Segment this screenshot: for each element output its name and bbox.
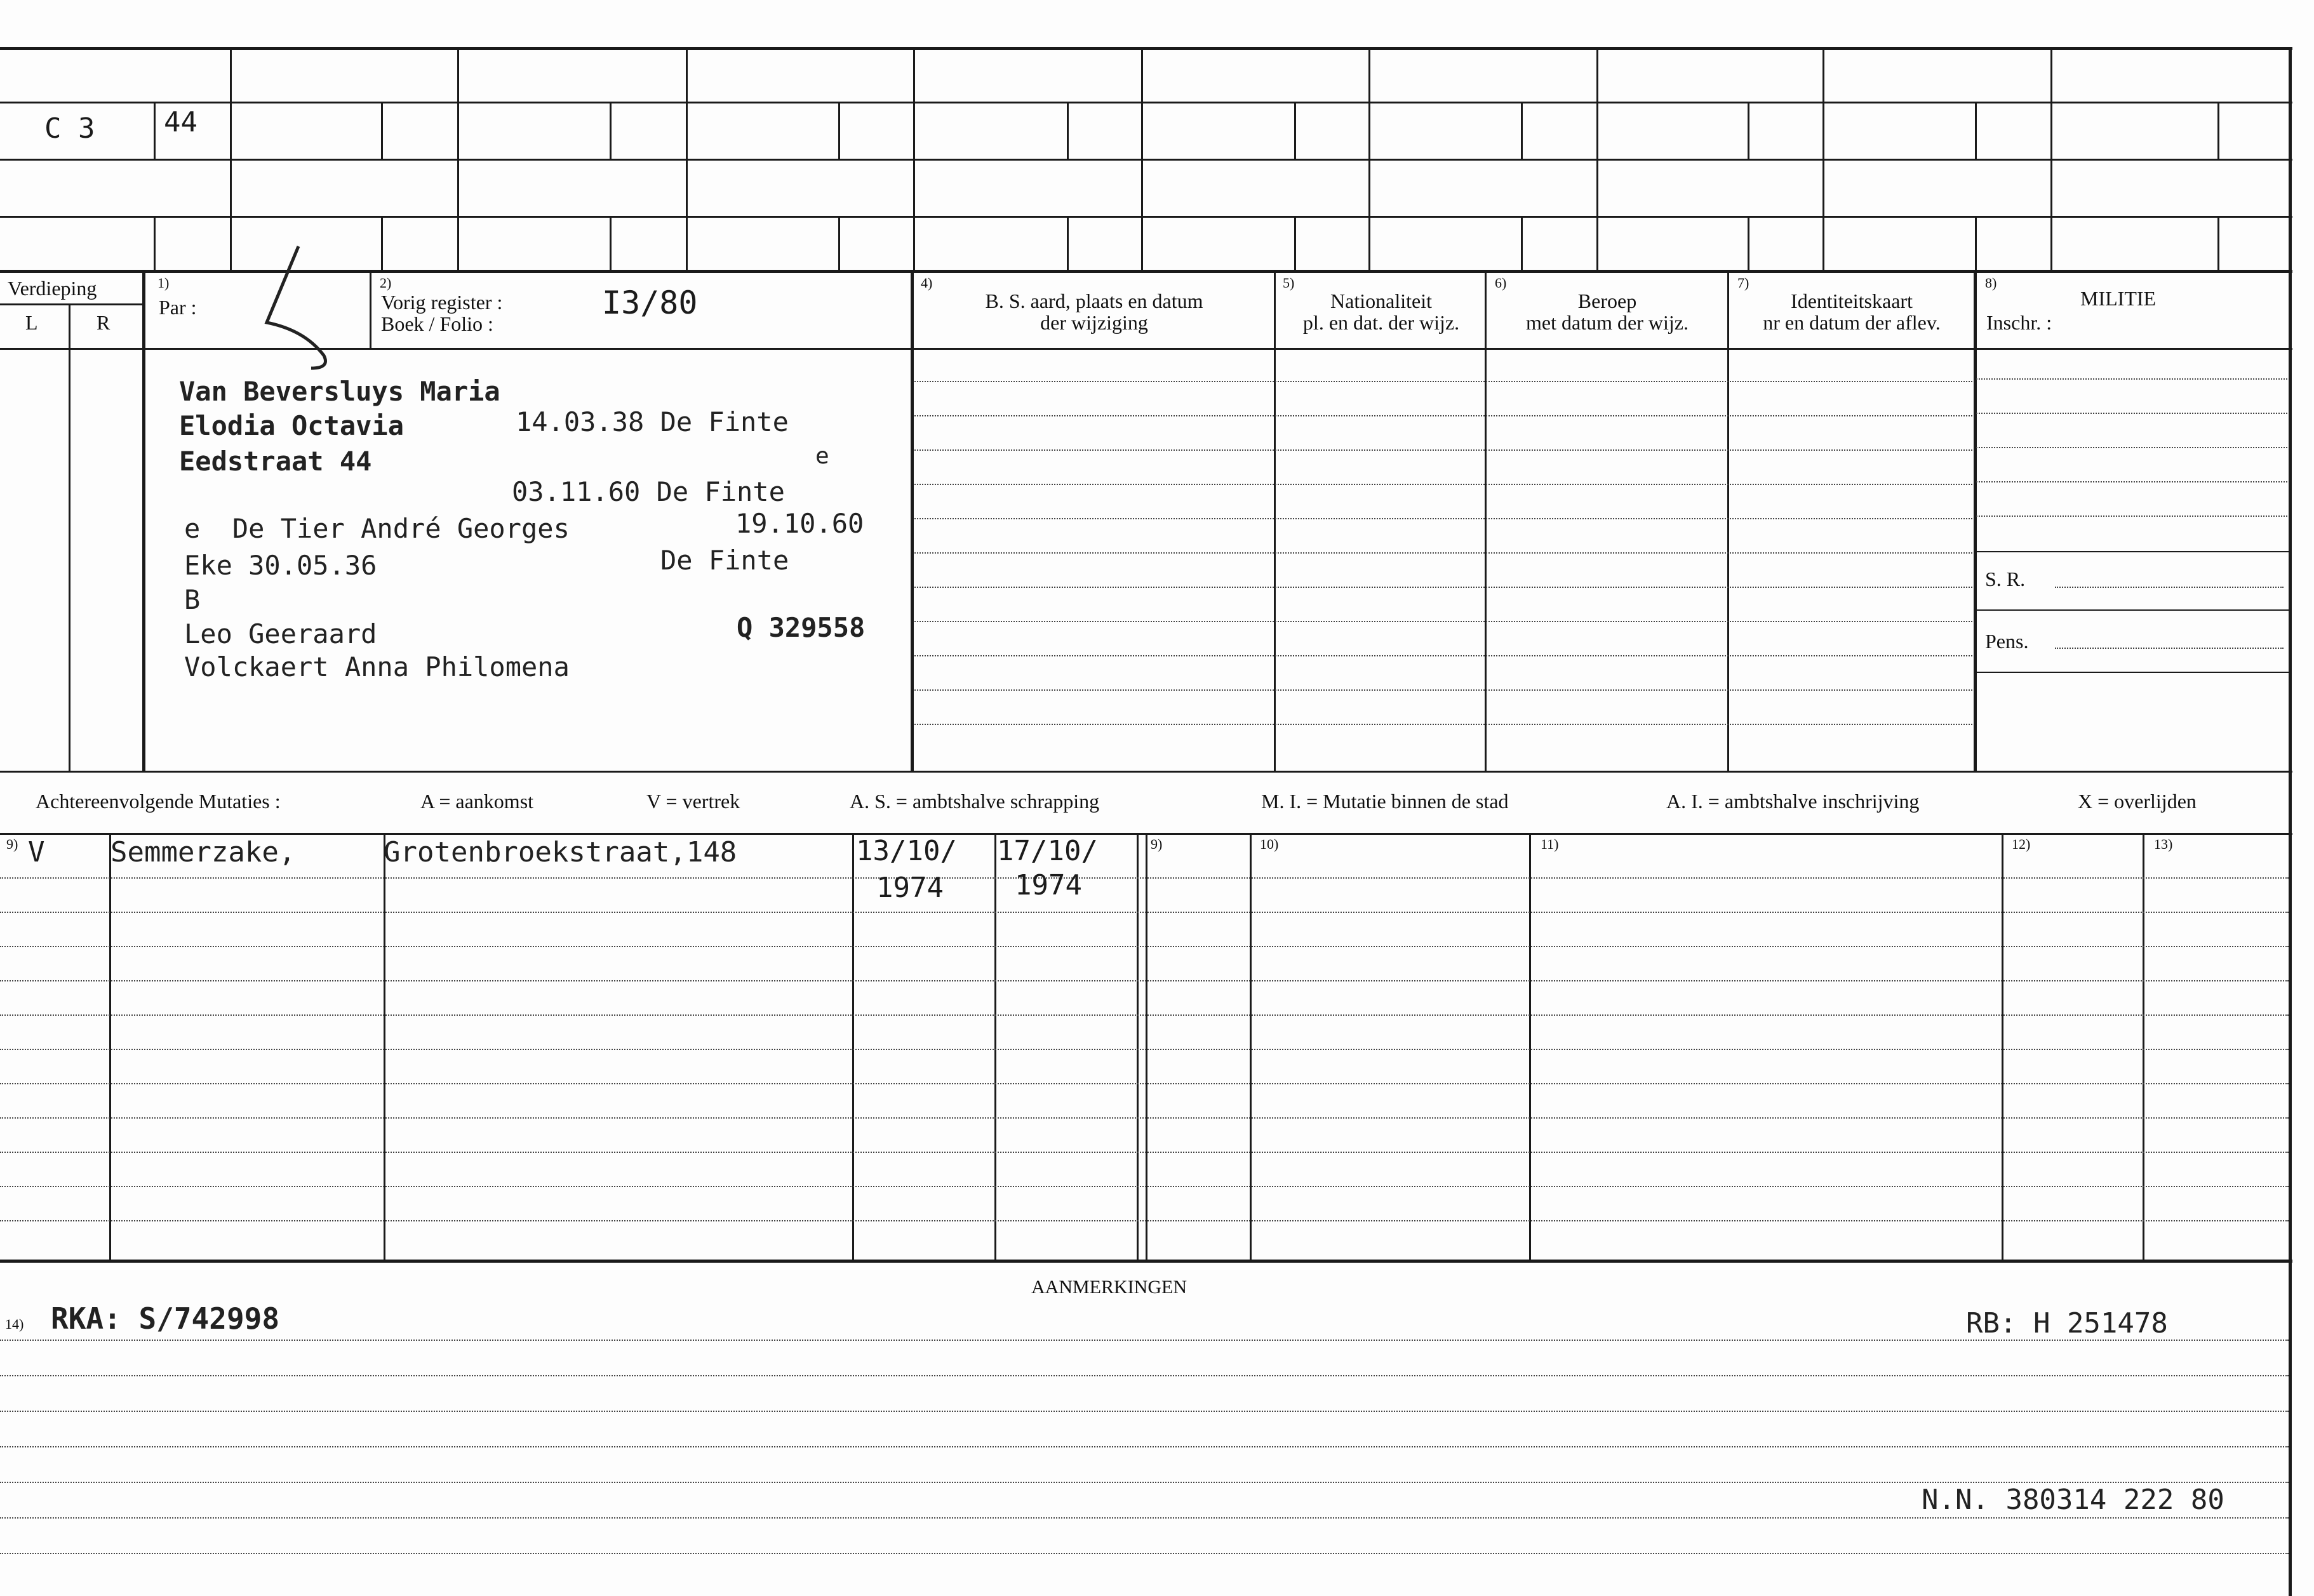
grid-tick xyxy=(1521,102,1523,159)
col-line xyxy=(142,272,145,771)
grid-tick xyxy=(1294,102,1296,159)
ruled-line xyxy=(914,449,1972,451)
grid-tick xyxy=(381,216,383,272)
mut-col13-num: 13) xyxy=(2154,836,2173,852)
grid-tick xyxy=(2217,102,2219,159)
mutation-date1-a: 13/10/ xyxy=(856,835,957,867)
grid-col xyxy=(1141,47,1143,272)
ruled-line xyxy=(914,655,1972,656)
grid-tick xyxy=(1975,216,1977,272)
bs-label-2: der wijziging xyxy=(1040,311,1148,334)
ruled-line xyxy=(914,518,1972,519)
ruled-line xyxy=(0,1220,2289,1221)
col2-num: 2) xyxy=(380,275,392,291)
legend-as: A. S. = ambtshalve schrapping xyxy=(850,790,1100,813)
beroep-label-1: Beroep xyxy=(1577,289,1637,312)
identiteitskaart-label-2: nr en datum der aflev. xyxy=(1763,311,1941,334)
grid-col xyxy=(686,47,688,272)
grid-col xyxy=(1596,47,1598,272)
remarks-title: AANMERKINGEN xyxy=(1031,1277,1187,1298)
mutations-bottom xyxy=(0,1260,2292,1263)
ruled-line xyxy=(0,1117,2289,1119)
col6-num: 6) xyxy=(1495,275,1507,291)
legend-mi: M. I. = Mutatie binnen de stad xyxy=(1261,790,1509,813)
boek-folio-label: Boek / Folio : xyxy=(381,312,493,335)
nationaliteit-label-1: Nationaliteit xyxy=(1330,289,1432,312)
ruled-line xyxy=(0,946,2289,947)
mut-col xyxy=(994,833,996,1260)
inschr-label: Inschr. : xyxy=(1986,311,2052,334)
col4-num: 4) xyxy=(921,275,933,291)
person-line-2-date: 14.03.38 De Finte xyxy=(516,406,789,437)
person-line-6: Eke 30.05.36 xyxy=(184,550,377,581)
ruled-line xyxy=(1976,515,2287,517)
grid-tick xyxy=(610,102,612,159)
person-line-1: Van Beversluys Maria xyxy=(179,376,500,407)
verdieping-label: Verdieping xyxy=(8,277,97,300)
person-line-5-date: 19.10.60 xyxy=(735,508,864,539)
ruled-line xyxy=(0,877,2289,879)
remarks-num: 14) xyxy=(5,1316,24,1332)
ruled-line xyxy=(0,1186,2289,1187)
ruled-line xyxy=(0,912,2289,913)
ruled-line xyxy=(914,724,1972,725)
top-grid-line xyxy=(0,159,2292,161)
mut-col xyxy=(1146,833,1147,1260)
grid-tick xyxy=(1067,216,1069,272)
mut-col xyxy=(2143,833,2144,1260)
ruled-line xyxy=(1976,413,2287,414)
top-grid-line xyxy=(0,216,2292,218)
par-label: Par : xyxy=(159,296,197,319)
person-line-2: Elodia Octavia xyxy=(179,410,405,441)
grid-col xyxy=(1822,47,1824,272)
right-border xyxy=(2289,47,2292,1596)
mut-col xyxy=(1250,833,1252,1260)
ruled-line xyxy=(0,1517,2289,1519)
ruled-line xyxy=(1976,447,2287,448)
mut-col xyxy=(1137,833,1139,1260)
top-number: 44 xyxy=(164,106,197,138)
mutation-date2-a: 17/10/ xyxy=(997,835,1098,867)
mut-col xyxy=(852,833,854,1260)
pens-label: Pens. xyxy=(1985,630,2029,653)
ruled-line xyxy=(0,1340,2289,1341)
mut-col10b-num: 10) xyxy=(1260,836,1279,852)
mutations-title: Achtereenvolgende Mutaties : xyxy=(36,790,281,813)
grid-tick xyxy=(154,216,156,272)
grid-tick xyxy=(610,216,612,272)
sr-label: S. R. xyxy=(1985,568,2026,590)
col-line xyxy=(370,272,371,348)
person-line-6-place: De Finte xyxy=(660,545,789,576)
top-border xyxy=(0,47,2292,50)
sr-dots xyxy=(2055,587,2284,588)
legend-v: V = vertrek xyxy=(646,790,740,813)
militie-line xyxy=(1975,609,2290,611)
ruled-line xyxy=(0,1152,2289,1153)
grid-tick xyxy=(381,102,383,159)
grid-tick xyxy=(1975,102,1977,159)
person-line-7: B xyxy=(184,584,201,615)
legend-x: X = overlijden xyxy=(2078,790,2197,813)
col-line xyxy=(1727,272,1729,771)
beroep-label-2: met datum der wijz. xyxy=(1526,311,1689,334)
par-scribble xyxy=(254,241,349,375)
col1-num: 1) xyxy=(157,275,170,291)
identiteitskaart-label-1: Identiteitskaart xyxy=(1791,289,1913,312)
grid-tick xyxy=(838,102,840,159)
grid-tick xyxy=(838,216,840,272)
person-line-8-num: Q 329558 xyxy=(737,612,866,643)
person-line-9: Volckaert Anna Philomena xyxy=(184,651,570,682)
remarks-nn: N.N. 380314 222 80 xyxy=(1922,1484,2224,1516)
grid-tick xyxy=(154,102,156,159)
mutation-type: V xyxy=(28,836,45,868)
top-code: C 3 xyxy=(44,112,95,145)
verdieping-r: R xyxy=(97,311,110,334)
mutation-date2-b: 1974 xyxy=(1015,869,1082,901)
verdieping-split xyxy=(0,303,144,305)
mut-col9b-num: 9) xyxy=(1151,836,1163,852)
mut-col12-num: 12) xyxy=(2012,836,2031,852)
col7-num: 7) xyxy=(1737,275,1749,291)
grid-tick xyxy=(1067,102,1069,159)
person-line-8: Leo Geeraard xyxy=(184,618,377,649)
grid-tick xyxy=(1294,216,1296,272)
grid-col xyxy=(913,47,915,272)
mutation-date1-b: 1974 xyxy=(876,872,944,904)
mut-col xyxy=(1529,833,1531,1260)
remarks-rka: RKA: S/742998 xyxy=(51,1301,280,1336)
mut-col xyxy=(2002,833,2003,1260)
col8-num: 8) xyxy=(1985,275,1997,291)
militie-label: MILITIE xyxy=(2080,287,2157,310)
grid-tick xyxy=(1748,102,1749,159)
grid-tick xyxy=(1521,216,1523,272)
grid-col xyxy=(230,47,232,272)
mut-col xyxy=(109,833,111,1260)
mut-col9-num: 9) xyxy=(6,836,18,852)
col-line xyxy=(69,305,70,771)
col-line xyxy=(1274,272,1276,771)
ruled-line xyxy=(914,381,1972,382)
top-grid-line xyxy=(0,102,2292,103)
mut-col11b-num: 11) xyxy=(1541,836,1559,852)
ruled-line xyxy=(0,1411,2289,1412)
ruled-line xyxy=(914,621,1972,622)
col-line xyxy=(1485,272,1487,771)
militie-line xyxy=(1975,551,2290,552)
ruled-line xyxy=(0,1482,2289,1483)
ruled-line xyxy=(0,1049,2289,1050)
ruled-line xyxy=(914,484,1972,485)
nationaliteit-label-2: pl. en dat. der wijz. xyxy=(1302,311,1460,334)
bs-label-1: B. S. aard, plaats en datum xyxy=(985,289,1203,312)
col-line xyxy=(1974,272,1977,771)
vorig-register-value: I3/80 xyxy=(602,284,698,321)
col5-num: 5) xyxy=(1283,275,1295,291)
ruled-line xyxy=(0,1375,2289,1376)
remarks-rb: RB: H 251478 xyxy=(1966,1307,2168,1340)
ruled-line xyxy=(914,689,1972,691)
ruled-line xyxy=(914,415,1972,416)
person-line-4: 03.11.60 De Finte xyxy=(512,476,785,507)
verdieping-l: L xyxy=(25,311,38,334)
grid-tick xyxy=(2217,216,2219,272)
grid-col xyxy=(2050,47,2052,272)
ruled-line xyxy=(0,1083,2289,1084)
ruled-line xyxy=(1976,378,2287,380)
ruled-line xyxy=(0,980,2289,981)
legend-a: A = aankomst xyxy=(420,790,534,813)
legend-top xyxy=(0,771,2292,773)
ruled-line xyxy=(914,552,1972,554)
militie-line xyxy=(1975,672,2290,673)
legend-ai: A. I. = ambtshalve inschrijving xyxy=(1666,790,1920,813)
ruled-line xyxy=(914,587,1972,588)
vorig-register-label: Vorig register : xyxy=(381,291,503,314)
ruled-line xyxy=(0,1446,2289,1447)
grid-tick xyxy=(1748,216,1749,272)
ruled-line xyxy=(0,1014,2289,1016)
mutation-city: Semmerzake, xyxy=(110,836,296,868)
person-line-3-e: e xyxy=(815,443,829,469)
pens-dots xyxy=(2055,648,2284,649)
ruled-line xyxy=(1976,481,2287,482)
grid-col xyxy=(1368,47,1370,272)
mut-col xyxy=(384,833,385,1260)
mutation-street: Grotenbroekstraat,148 xyxy=(384,836,737,868)
ruled-line xyxy=(0,1553,2289,1554)
grid-col xyxy=(457,47,459,272)
person-line-5: e De Tier André Georges xyxy=(184,513,570,544)
person-line-3: Eedstraat 44 xyxy=(179,446,372,477)
col-line xyxy=(911,272,914,771)
